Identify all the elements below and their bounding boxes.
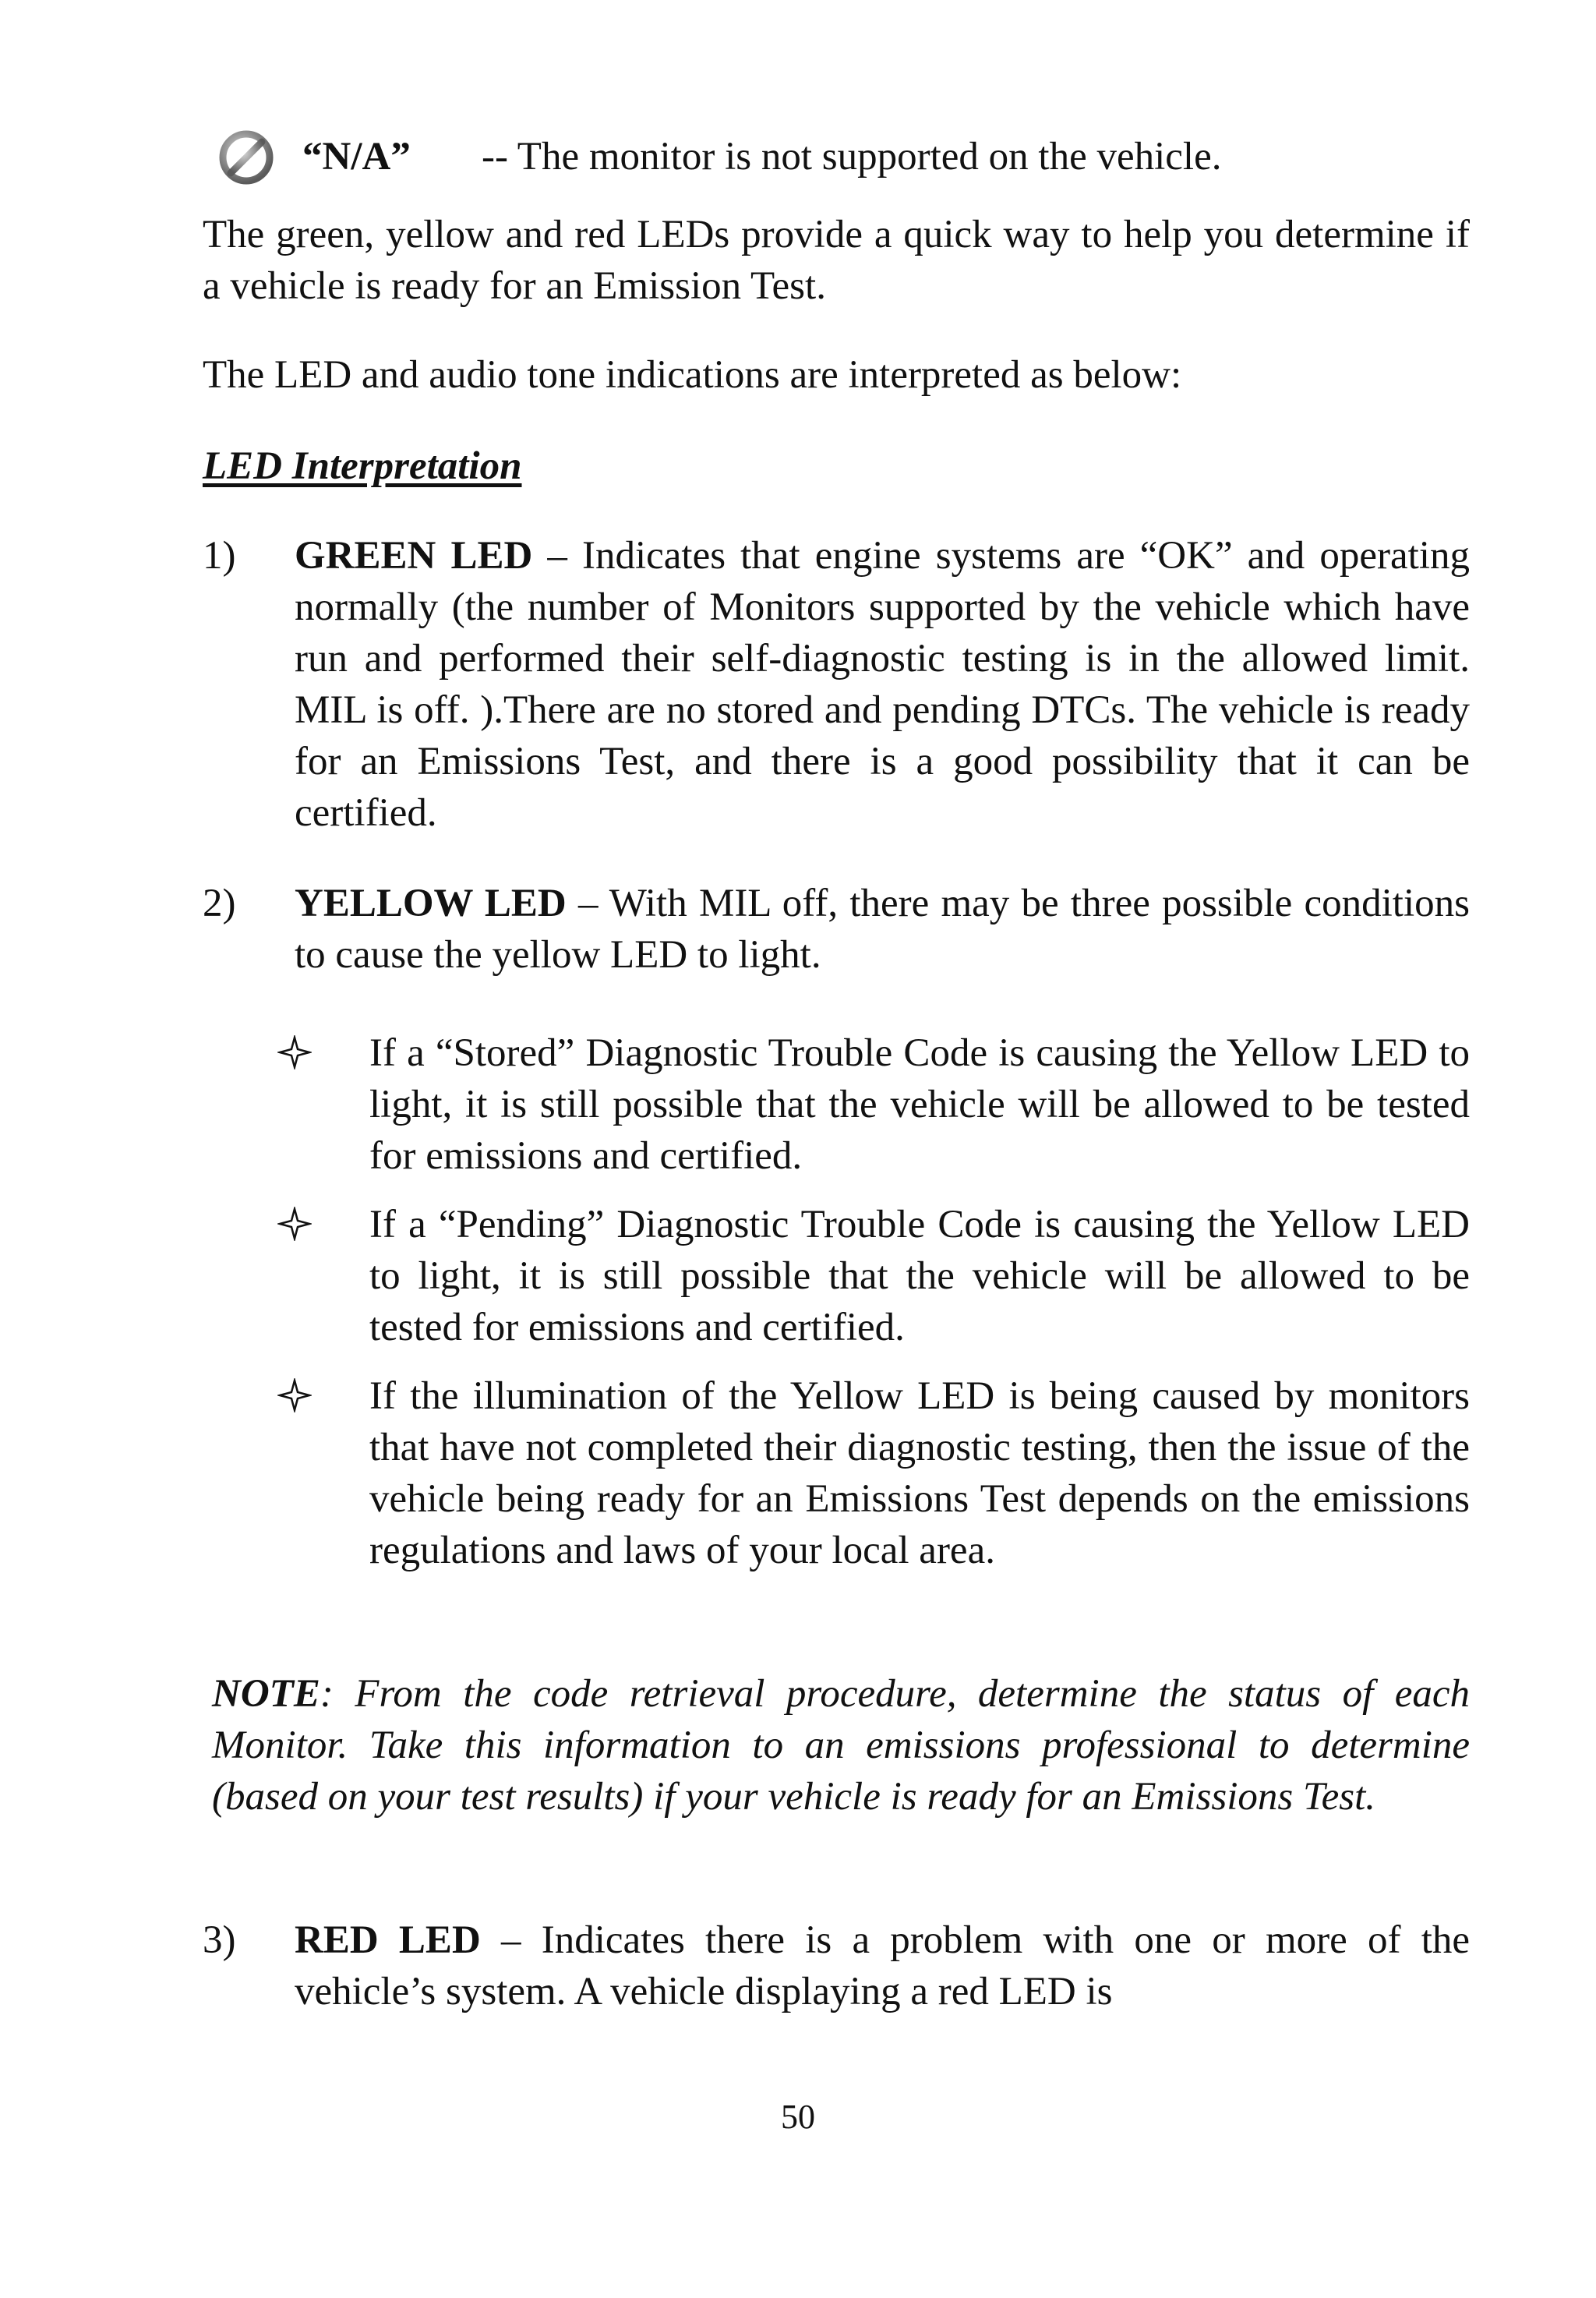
item-number: 1): [203, 534, 236, 578]
intro-paragraph: The LED and audio tone indications are interpreted as below:: [203, 353, 1182, 397]
item-number: 3): [203, 1918, 236, 1962]
bullet-text: If a “Stored” Diagnostic Trouble Code is causing the Yellow LED to light, it is still possible that the vehicle will be allowed to be tested for emissions and certified.: [369, 1031, 1470, 1178]
bullet-text: If a “Pending” Diagnostic Trouble Code is causing the Yellow LED to light, it is still possible that the vehicle will be allowed to be tested for emissions and certified.: [369, 1203, 1470, 1349]
item-title: RED LED: [295, 1918, 481, 1962]
note-label: NOTE: [212, 1672, 320, 1716]
four-point-star-outline-icon: [277, 1207, 312, 1241]
na-description: -- The monitor is not supported on the vehicle.: [482, 135, 1222, 179]
prohibited-circle-icon: [217, 128, 276, 187]
note-paragraph: [212, 1668, 1470, 1822]
item-body: [295, 1914, 1470, 2017]
item-number: 2): [203, 882, 236, 925]
item-body: [295, 530, 1470, 839]
item-text: – Indicates that engine systems are “OK” and operating normally (the number of Monitors supported by the vehicle which have run and performed their self-diagnostic testing is in the allowed limit. MIL is off. ).There are no stored and pending DTCs. The vehicle is ready for an Emissions Test, and there is a good possibility that it can be certified.: [295, 534, 1470, 835]
na-legend-line: [217, 125, 1479, 179]
section-heading: LED Interpretation: [203, 444, 522, 488]
four-point-star-outline-icon: [277, 1035, 312, 1069]
four-point-star-outline-icon: [277, 1378, 312, 1412]
item-title: GREEN LED: [295, 534, 533, 578]
item-text: – With MIL off, there may be three possible conditions to cause the yellow LED to light.: [295, 882, 1470, 977]
na-label: “N/A”: [302, 135, 411, 179]
bullet-text: If the illumination of the Yellow LED is being caused by monitors that have not completed their diagnostic testing, then the issue of the vehicle being ready for an Emissions Test depends on the emissions regulations and laws of your local area.: [369, 1374, 1470, 1572]
intro-paragraph: The green, yellow and red LEDs provide a quick way to help you determine if a vehicle is ready for an Emission Test.: [203, 213, 1470, 308]
note-text: : From the code retrieval procedure, determine the status of each Monitor. Take this information to an emissions professional to determine (based on your test results) if your vehicle is ready for an Emissions Test.: [212, 1672, 1470, 1819]
item-body: [295, 878, 1470, 981]
item-text: – Indicates there is a problem with one or more of the vehicle’s system. A vehicle displaying a red LED is: [295, 1918, 1471, 2013]
page-number: 50: [781, 2098, 815, 2136]
item-title: YELLOW LED: [295, 882, 567, 925]
